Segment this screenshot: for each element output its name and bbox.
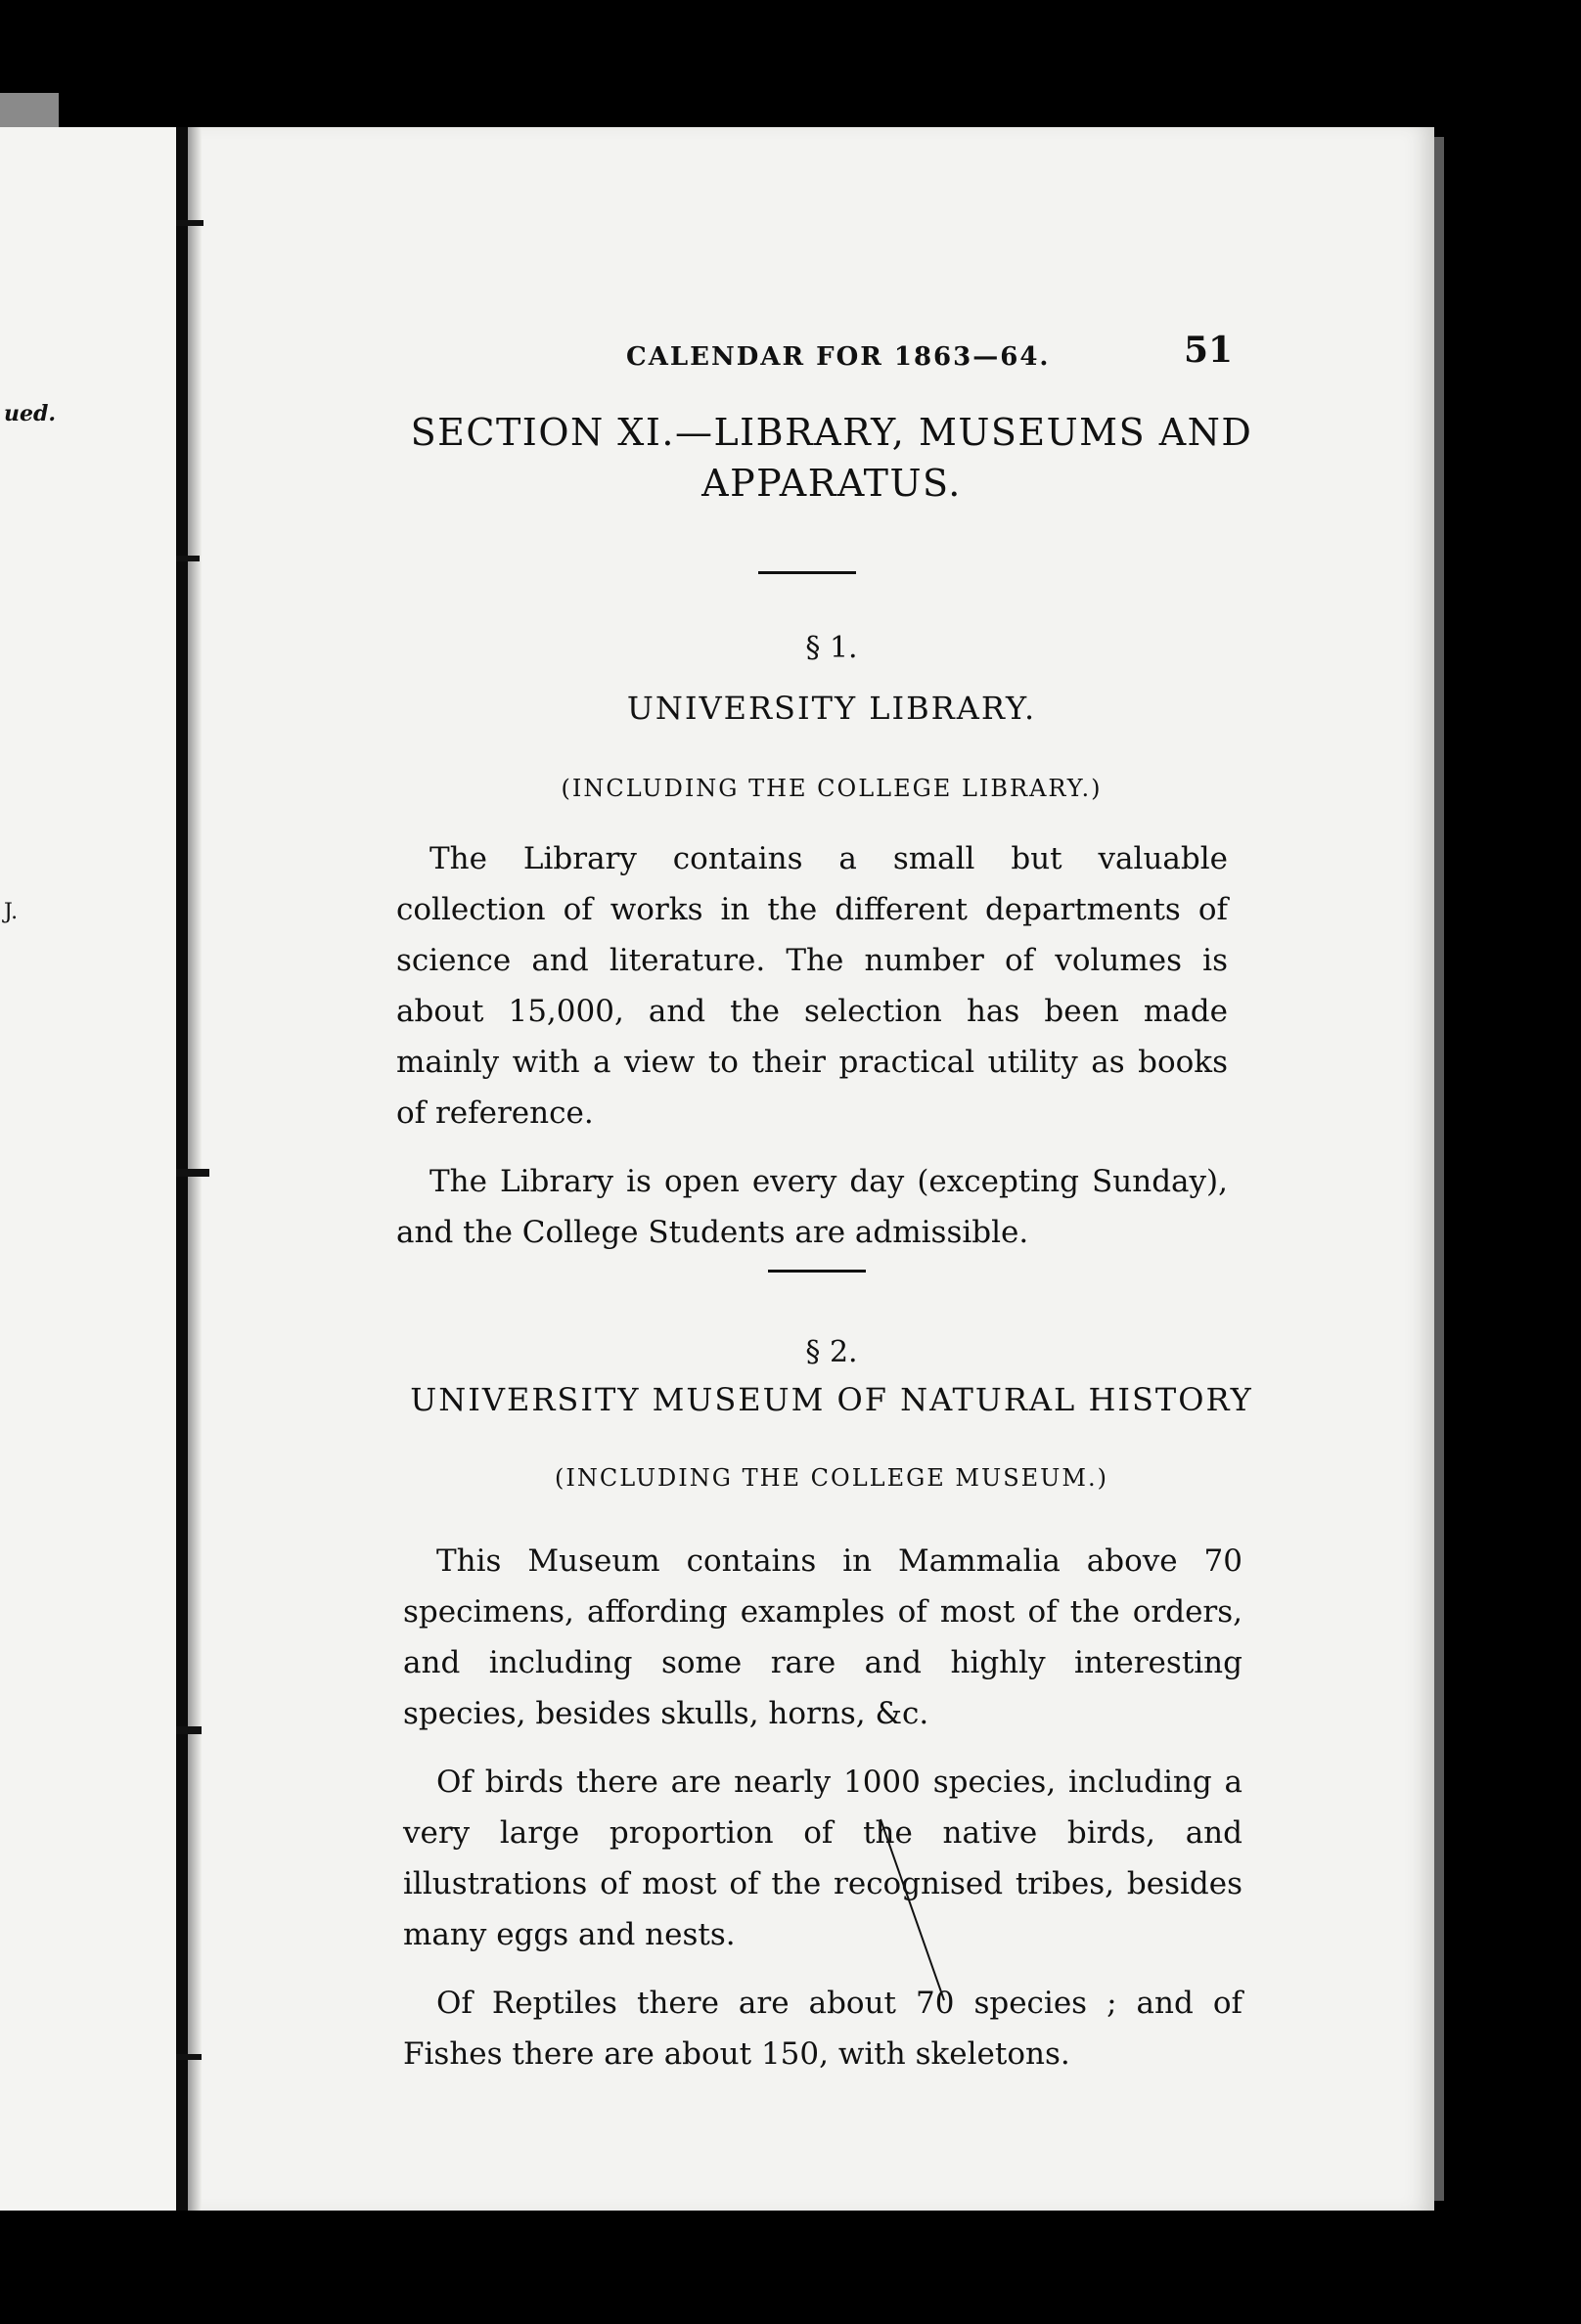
section-mark-2: § 2.: [805, 1335, 858, 1369]
section-subheading-1: (INCLUDING THE COLLEGE LIBRARY.): [561, 775, 1103, 802]
binding-thread-mark: [176, 220, 203, 226]
section-1-body: [396, 833, 1228, 1258]
paragraph: Of birds there are nearly 1000 species, including a very large proportion of the native birds, and illustrations of most of the recognised tribes, besides many eggs and nests.: [403, 1765, 1242, 1952]
binding-thread-mark: [176, 1169, 209, 1177]
paragraph: Of Reptiles there are about 70 species ; and of Fishes there are about 150, with skeletons.: [403, 1986, 1242, 2072]
binding-thread-mark: [176, 556, 200, 561]
paragraph: This Museum contains in Mammalia above 70 specimens, affording examples of most of the orders, and including some rare and highly interesting species, besides skulls, horns, &c.: [403, 1543, 1242, 1731]
section-title-line2: APPARATUS.: [701, 462, 962, 505]
left-page-fragment-top: ued.: [4, 401, 57, 426]
section-title-line1: SECTION XI.—LIBRARY, MUSEUMS AND: [410, 411, 1253, 454]
section-divider-rule: [758, 571, 856, 574]
binding-thread-mark: [176, 2054, 202, 2060]
paragraph: The Library is open every day (excepting Sunday), and the College Students are admissible.: [396, 1164, 1228, 1250]
section-mark-1: § 1.: [805, 631, 858, 665]
section-2-body: [403, 1536, 1242, 2079]
section-divider-rule: [768, 1270, 866, 1273]
page-number: 51: [1184, 330, 1234, 371]
left-page-fragment-mid: J.: [4, 900, 19, 924]
left-facing-page: [0, 127, 176, 2211]
running-header: CALENDAR FOR 1863—64.: [626, 342, 1051, 372]
page-edge: [1434, 137, 1444, 2201]
section-subheading-2: (INCLUDING THE COLLEGE MUSEUM.): [555, 1464, 1108, 1492]
section-heading-2: UNIVERSITY MUSEUM OF NATURAL HISTORY: [410, 1381, 1253, 1418]
scan-edge-strip: [0, 93, 59, 127]
pen-mark: [871, 1814, 949, 2010]
binding-thread-mark: [176, 1726, 202, 1734]
paragraph: The Library contains a small but valuable collection of works in the different departments of science and literature. The number of volumes is about 15,000, and the selection has been made mainly with a view to their practical utility as books of reference.: [396, 841, 1228, 1131]
section-heading-1: UNIVERSITY LIBRARY.: [626, 690, 1037, 727]
